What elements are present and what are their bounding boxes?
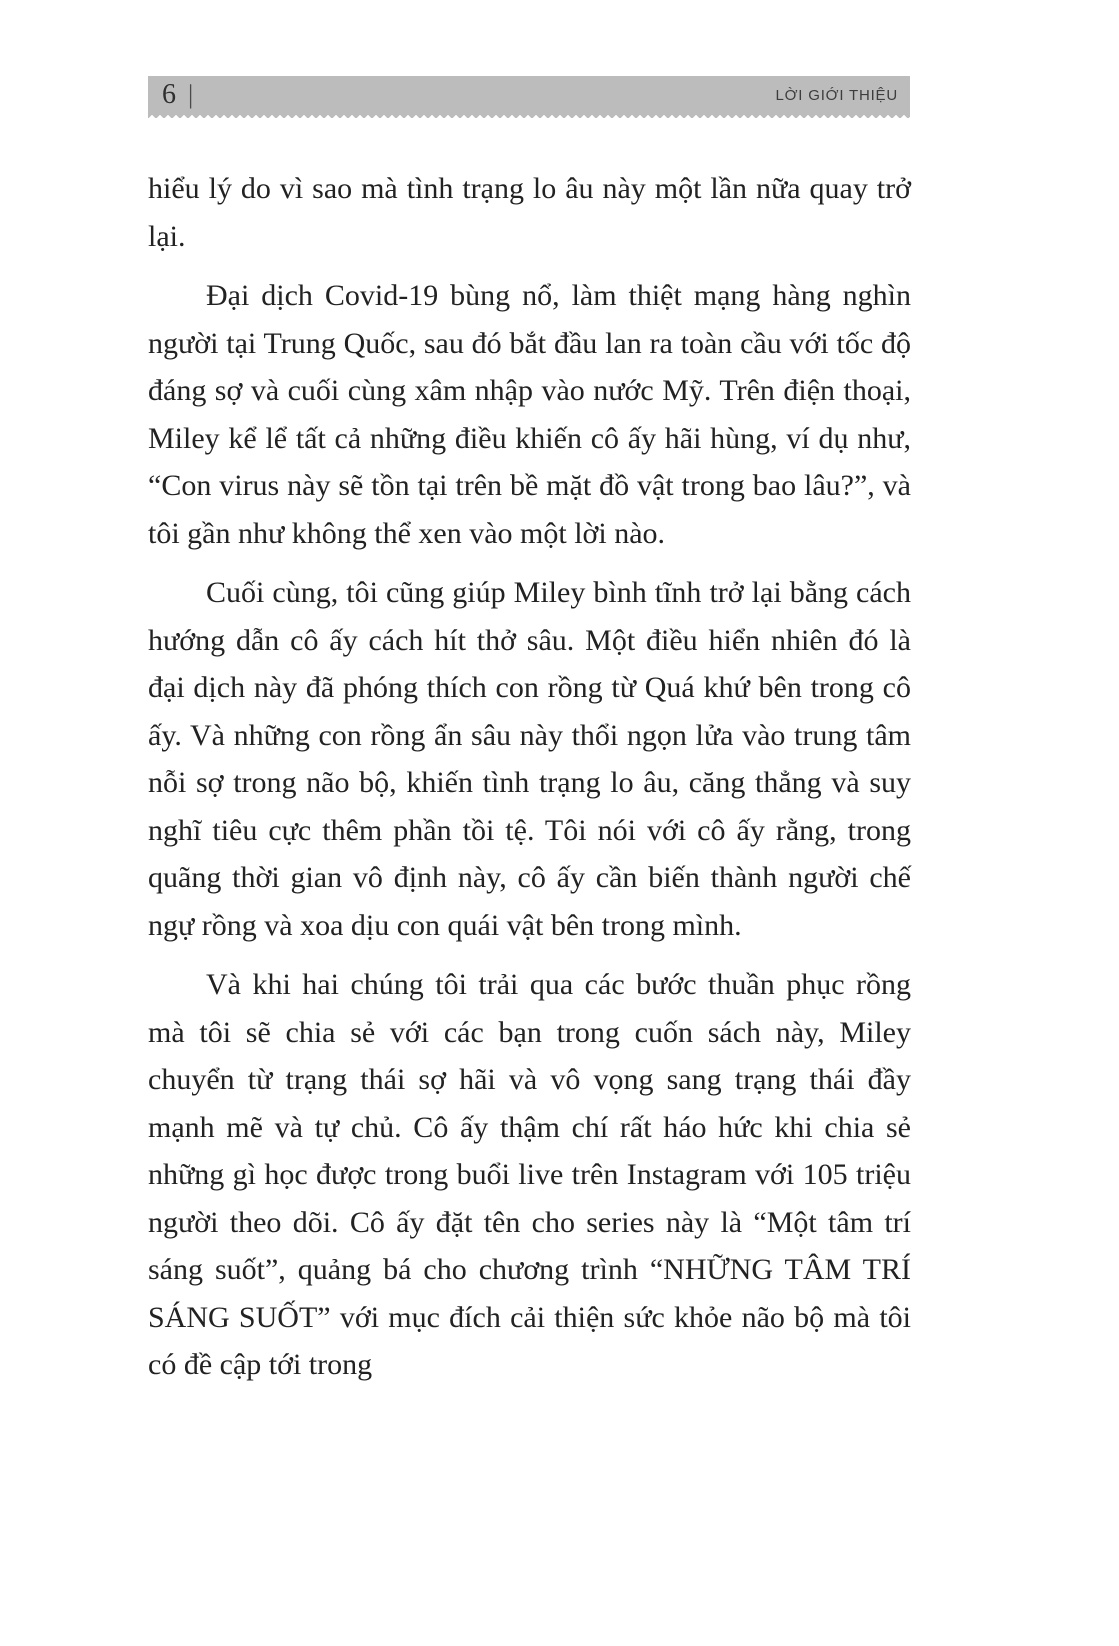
body-paragraph: Đại dịch Covid-19 bùng nổ, làm thiệt mạng hàng nghìn người tại Trung Quốc, sau đó bắt đầu lan ra toàn cầu với tốc độ đáng sợ và cuối cùng xâm nhập vào nước Mỹ. Trên điện thoại, Miley kể lể tất cả những điều khiến cô ấy hãi hùng, ví dụ như, “Con virus này sẽ tồn tại trên bề mặt đồ vật trong bao lâu?”, và tôi gần như không thể xen vào một lời nào. (148, 279, 911, 550)
body-paragraph: hiểu lý do vì sao mà tình trạng lo âu này một lần nữa quay trở lại. (148, 172, 911, 253)
body-paragraph: Và khi hai chúng tôi trải qua các bước thuần phục rồng mà tôi sẽ chia sẻ với các bạn trong cuốn sách này, Miley chuyển từ trạng thái sợ hãi và vô vọng sang trạng thái đầy mạnh mẽ và tự chủ. Cô ấy thậm chí rất háo hức khi chia sẻ những gì học được trong buổi live trên Instagram với 105 triệu người theo dõi. Cô ấy đặt tên cho series này là “Một tâm trí sáng suốt”, quảng bá cho chương trình “NHỮNG TÂM TRÍ SÁNG SUỐT” với mục đích cải thiện sức khỏe não bộ mà tôi có đề cập tới trong (148, 968, 911, 1381)
page-header-bar (148, 76, 910, 114)
page-number: 6 (162, 79, 176, 110)
body-text (148, 165, 911, 1401)
page-number-separator: | (188, 80, 194, 109)
running-header-title: LỜI GIỚI THIỆU (775, 86, 898, 104)
page-number-group (162, 81, 193, 109)
body-paragraph: Cuối cùng, tôi cũng giúp Miley bình tĩnh trở lại bằng cách hướng dẫn cô ấy cách hít thở sâu. Một điều hiển nhiên đó là đại dịch này đã phóng thích con rồng từ Quá khứ bên trong cô ấy. Và những con rồng ẩn sâu này thổi ngọn lửa vào trung tâm nỗi sợ trong não bộ, khiến tình trạng lo âu, căng thẳng và suy nghĩ tiêu cực thêm phần tồi tệ. Tôi nói với cô ấy rằng, trong quãng thời gian vô định này, cô ấy cần biến thành người chế ngự rồng và xoa dịu con quái vật bên trong mình. (148, 576, 911, 942)
